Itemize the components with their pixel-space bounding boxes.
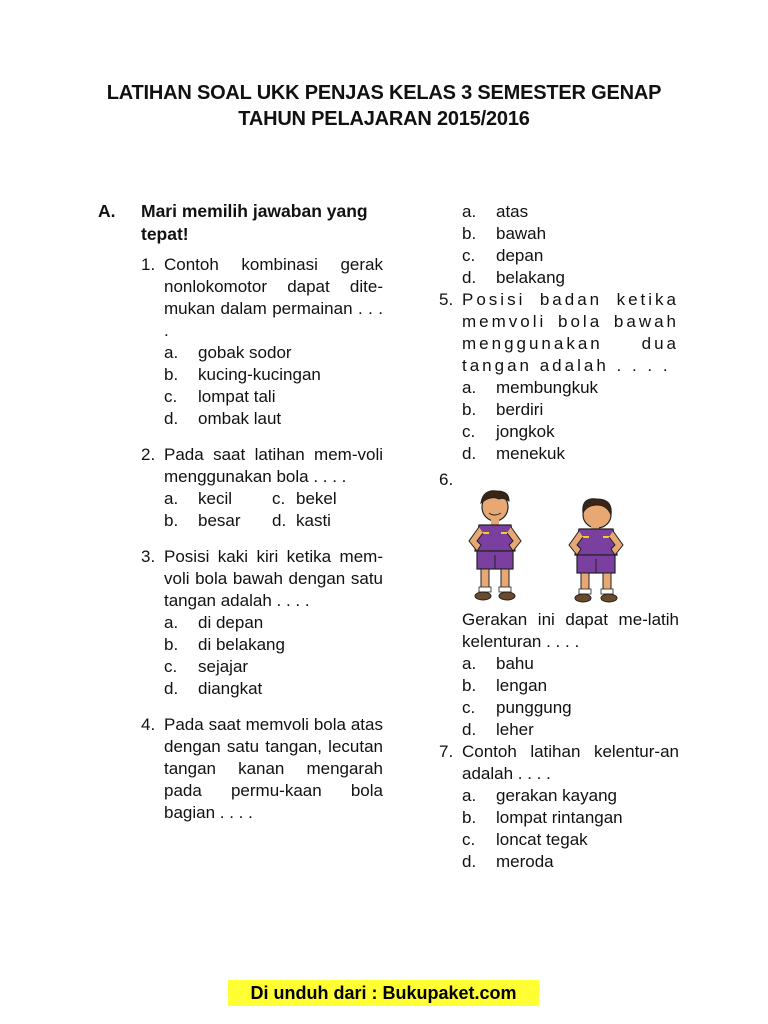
question-text: Posisi kaki kiri ketika mem-voli bola bawah dengan satu tangan adalah . . . . [164,547,383,610]
option-d[interactable] [164,408,383,430]
option-letter: c. [462,830,476,849]
section-instruction: Mari memilih jawaban yang tepat! [141,201,368,244]
option-letter: b. [462,400,477,419]
page-title: LATIHAN SOAL UKK PENJAS KELAS 3 SEMESTER GENAP [106,82,662,104]
option-text: ombak laut [198,409,282,428]
option-letter: b. [462,224,477,243]
option-a[interactable] [164,342,383,364]
option-letter: c. [462,246,476,265]
option-c[interactable] [462,697,679,719]
option-b[interactable] [462,675,679,697]
stretching-children-illustration [459,489,659,607]
question-7 [439,741,679,785]
option-letter: a. [164,343,179,362]
option-letter: d. [462,444,477,463]
option-c[interactable] [164,656,383,678]
option-text: gerakan kayang [496,786,617,805]
option-text: leher [496,720,534,739]
question-7-options [462,785,679,873]
option-b[interactable] [462,223,679,245]
option-letter: c. [272,489,286,508]
option-row [164,510,383,532]
question-4-options [462,201,679,289]
option-letter: a. [462,786,477,805]
question-number: 6. [439,470,454,489]
option-c[interactable] [164,386,383,408]
option-text: diangkat [198,679,263,698]
question-6-options [462,653,679,741]
option-c[interactable] [462,421,679,443]
question-2 [141,444,383,488]
question-1 [141,254,383,342]
question-text: Pada saat latihan mem-voli menggunakan bola . . . . [164,445,383,486]
option-letter: b. [164,365,179,384]
option-text: punggung [496,698,572,717]
option-c[interactable] [462,829,679,851]
option-letter: b. [462,808,477,827]
question-5-options [462,377,679,465]
option-text: di belakang [198,635,285,654]
option-d[interactable] [272,510,380,532]
option-a[interactable] [164,612,383,634]
option-text: bawah [496,224,547,243]
option-b[interactable] [164,364,383,386]
option-d[interactable] [462,851,679,873]
option-row [164,488,383,510]
option-text: meroda [496,852,554,871]
boy-looking-up [469,491,521,600]
right-column [439,201,679,873]
question-6 [439,469,679,491]
option-text: lompat rintangan [496,808,623,827]
option-letter: c. [164,657,178,676]
option-letter: a. [462,654,477,673]
option-a[interactable] [462,785,679,807]
option-text: loncat tegak [496,830,588,849]
option-text: kecil [198,489,233,508]
option-d[interactable] [462,267,679,289]
option-d[interactable] [462,719,679,741]
option-text: jongkok [496,422,555,441]
option-c[interactable] [462,245,679,267]
question-1-options [164,342,383,430]
option-text: kasti [296,511,331,530]
option-letter: d. [462,268,477,287]
option-letter: d. [462,852,477,871]
option-letter: c. [462,422,476,441]
option-letter: a. [462,202,477,221]
option-letter: d. [462,720,477,739]
question-6-text: Gerakan ini dapat me-latih kelenturan . . . . [462,610,679,651]
question-3 [141,546,383,612]
option-b[interactable] [164,634,383,656]
option-b[interactable] [462,807,679,829]
question-number: 3. [141,547,156,566]
option-text: lengan [496,676,548,695]
option-letter: b. [462,676,477,695]
option-letter: b. [164,511,179,530]
option-a[interactable] [462,201,679,223]
page-subtitle: TAHUN PELAJARAN 2015/2016 [238,108,530,130]
question-text: Contoh kombinasi gerak nonlokomotor dapat dite-mukan dalam permainan . . . . [164,255,383,340]
question-3-options [164,612,383,700]
question-text: Pada saat memvoli bola atas dengan satu tangan, lecutan tangan kanan mengarah pada permu-kaan bola bagian . . . . [164,715,383,822]
option-letter: d. [164,679,179,698]
question-number: 7. [439,742,454,761]
option-b[interactable] [462,399,679,421]
question-number: 4. [141,715,156,734]
question-4 [141,714,383,824]
download-source-banner: Di unduh dari : Bukupaket.com [228,980,539,1006]
question-number: 5. [439,290,454,309]
option-text: sejajar [198,657,249,676]
option-b[interactable] [164,510,272,532]
question-5 [439,289,679,377]
option-text: belakang [496,268,566,287]
option-c[interactable] [272,488,380,510]
option-text: kucing-kucingan [198,365,321,384]
option-d[interactable] [164,678,383,700]
option-text: atas [496,202,529,221]
boy-looking-down [569,499,623,602]
question-number: 2. [141,445,156,464]
option-a[interactable] [462,377,679,399]
question-number: 1. [141,255,156,274]
section-letter: A. [98,201,116,221]
option-text: depan [496,246,544,265]
question-text: Posisi badan ketika memvoli bola bawah menggunakan dua tangan adalah . . . . [462,290,679,375]
option-letter: a. [164,489,179,508]
option-letter: c. [462,698,476,717]
option-a[interactable] [164,488,272,510]
option-text: di depan [198,613,264,632]
left-column [98,200,383,824]
question-2-options [164,488,383,532]
option-letter: b. [164,635,179,654]
option-letter: d. [272,511,287,530]
option-letter: a. [462,378,477,397]
option-letter: a. [164,613,179,632]
option-text: berdiri [496,400,544,419]
option-text: menekuk [496,444,565,463]
option-letter: d. [164,409,179,428]
option-d[interactable] [462,443,679,465]
option-text: bekel [296,489,337,508]
option-a[interactable] [462,653,679,675]
option-text: lompat tali [198,387,276,406]
option-letter: c. [164,387,178,406]
option-text: bahu [496,654,534,673]
option-text: besar [198,511,241,530]
section-heading [98,200,383,246]
option-text: membungkuk [496,378,599,397]
question-text: Contoh latihan kelentur-an adalah . . . . [462,742,679,783]
option-text: gobak sodor [198,343,292,362]
